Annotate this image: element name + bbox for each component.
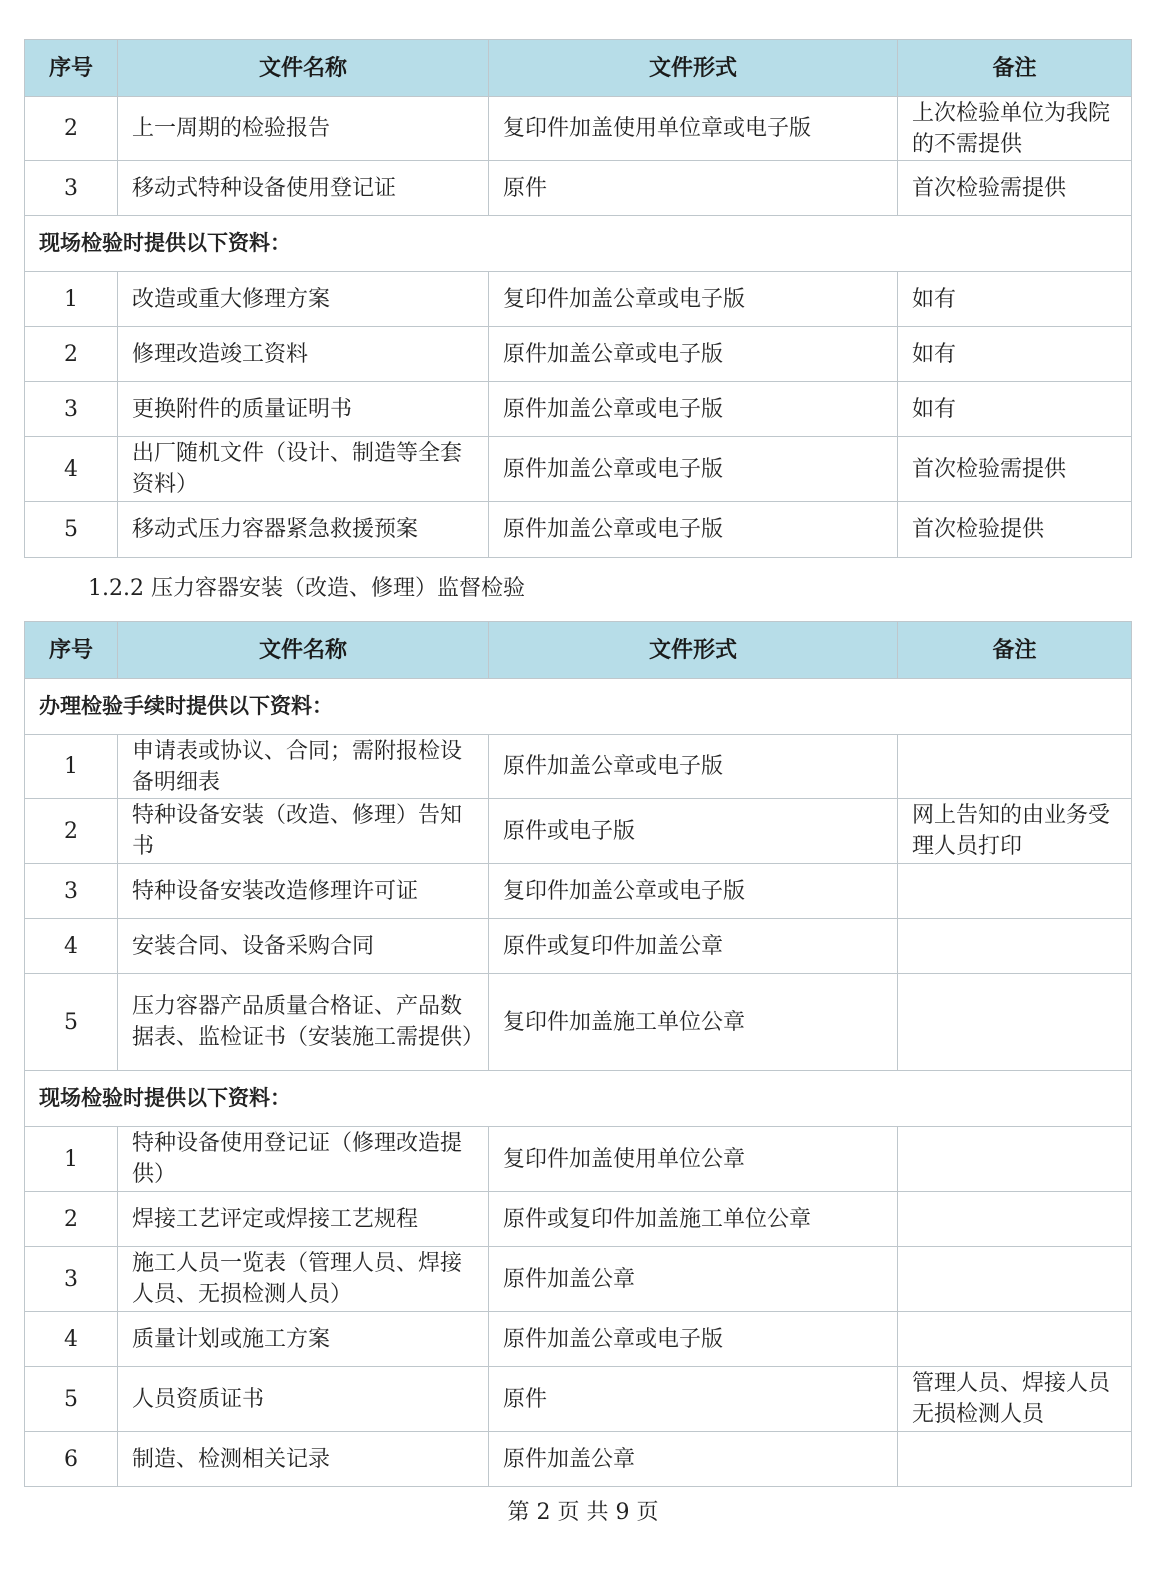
row-form: 原件加盖公章或电子版 xyxy=(489,327,898,382)
row-num: 1 xyxy=(25,735,118,799)
row-note xyxy=(898,1247,1132,1312)
table-row xyxy=(25,1367,1132,1432)
section-row xyxy=(25,679,1132,735)
row-note: 首次检验需提供 xyxy=(898,161,1132,216)
table-row xyxy=(25,799,1132,864)
row-form: 原件或复印件加盖施工单位公章 xyxy=(489,1192,898,1247)
row-num: 1 xyxy=(25,272,118,327)
table-row xyxy=(25,97,1132,161)
row-num: 4 xyxy=(25,437,118,502)
row-note: 如有 xyxy=(898,382,1132,437)
table-row xyxy=(25,1432,1132,1487)
row-note: 首次检验需提供 xyxy=(898,437,1132,502)
row-form: 原件加盖公章或电子版 xyxy=(489,502,898,558)
header-note: 备注 xyxy=(898,40,1132,97)
section-subheading: 1.2.2 压力容器安装（改造、修理）监督检验 xyxy=(88,576,525,601)
table-row xyxy=(25,1312,1132,1367)
row-name: 人员资质证书 xyxy=(118,1367,489,1432)
section-row xyxy=(25,216,1132,272)
row-num: 5 xyxy=(25,1367,118,1432)
row-name: 更换附件的质量证明书 xyxy=(118,382,489,437)
table-row xyxy=(25,1127,1132,1192)
row-note xyxy=(898,919,1132,974)
row-form: 原件加盖公章 xyxy=(489,1247,898,1312)
section-onsite-label: 现场检验时提供以下资料： xyxy=(25,216,1132,272)
requirements-table-1 xyxy=(24,39,1132,558)
section-onsite-label: 现场检验时提供以下资料： xyxy=(25,1071,1132,1127)
row-name: 安装合同、设备采购合同 xyxy=(118,919,489,974)
row-num: 4 xyxy=(25,1312,118,1367)
section-row xyxy=(25,1071,1132,1127)
row-num: 6 xyxy=(25,1432,118,1487)
row-form: 复印件加盖使用单位章或电子版 xyxy=(489,97,898,161)
row-num: 2 xyxy=(25,799,118,864)
row-form: 原件加盖公章或电子版 xyxy=(489,735,898,799)
row-name: 制造、检测相关记录 xyxy=(118,1432,489,1487)
row-name: 移动式压力容器紧急救援预案 xyxy=(118,502,489,558)
row-note xyxy=(898,974,1132,1071)
row-note xyxy=(898,1127,1132,1192)
row-form: 原件 xyxy=(489,161,898,216)
row-name: 上一周期的检验报告 xyxy=(118,97,489,161)
table-row xyxy=(25,382,1132,437)
table-row xyxy=(25,919,1132,974)
row-form: 复印件加盖公章或电子版 xyxy=(489,272,898,327)
row-num: 5 xyxy=(25,502,118,558)
row-note xyxy=(898,1312,1132,1367)
page-footer: 第 2 页 共 9 页 xyxy=(507,1500,659,1525)
row-name: 质量计划或施工方案 xyxy=(118,1312,489,1367)
row-note xyxy=(898,864,1132,919)
table-row xyxy=(25,1192,1132,1247)
table-row xyxy=(25,437,1132,502)
row-name: 特种设备使用登记证（修理改造提供） xyxy=(118,1127,489,1192)
section-apply-label: 办理检验手续时提供以下资料： xyxy=(25,679,1132,735)
table-row xyxy=(25,974,1132,1071)
row-num: 1 xyxy=(25,1127,118,1192)
row-num: 4 xyxy=(25,919,118,974)
row-note xyxy=(898,1192,1132,1247)
row-num: 3 xyxy=(25,161,118,216)
table-row xyxy=(25,735,1132,799)
row-form: 原件加盖公章或电子版 xyxy=(489,1312,898,1367)
header-note: 备注 xyxy=(898,622,1132,679)
row-name: 施工人员一览表（管理人员、焊接人员、无损检测人员） xyxy=(118,1247,489,1312)
header-form: 文件形式 xyxy=(489,622,898,679)
row-name: 特种设备安装（改造、修理）告知书 xyxy=(118,799,489,864)
header-form: 文件形式 xyxy=(489,40,898,97)
row-note: 如有 xyxy=(898,327,1132,382)
row-num: 3 xyxy=(25,1247,118,1312)
row-num: 2 xyxy=(25,1192,118,1247)
header-num: 序号 xyxy=(25,622,118,679)
table-row xyxy=(25,864,1132,919)
row-note: 如有 xyxy=(898,272,1132,327)
header-name: 文件名称 xyxy=(118,622,489,679)
table-row xyxy=(25,161,1132,216)
row-form: 原件加盖公章 xyxy=(489,1432,898,1487)
row-name: 修理改造竣工资料 xyxy=(118,327,489,382)
row-note: 首次检验提供 xyxy=(898,502,1132,558)
row-note xyxy=(898,735,1132,799)
row-form: 原件 xyxy=(489,1367,898,1432)
row-num: 3 xyxy=(25,382,118,437)
row-name: 移动式特种设备使用登记证 xyxy=(118,161,489,216)
table-row xyxy=(25,502,1132,558)
row-note: 上次检验单位为我院的不需提供 xyxy=(898,97,1132,161)
header-name: 文件名称 xyxy=(118,40,489,97)
row-num: 2 xyxy=(25,327,118,382)
row-name: 出厂随机文件（设计、制造等全套资料） xyxy=(118,437,489,502)
header-num: 序号 xyxy=(25,40,118,97)
row-note: 网上告知的由业务受理人员打印 xyxy=(898,799,1132,864)
row-form: 原件加盖公章或电子版 xyxy=(489,437,898,502)
row-form: 复印件加盖使用单位公章 xyxy=(489,1127,898,1192)
table-row xyxy=(25,272,1132,327)
row-form: 原件或电子版 xyxy=(489,799,898,864)
row-num: 3 xyxy=(25,864,118,919)
row-name: 改造或重大修理方案 xyxy=(118,272,489,327)
row-form: 复印件加盖施工单位公章 xyxy=(489,974,898,1071)
row-form: 原件加盖公章或电子版 xyxy=(489,382,898,437)
row-note: 管理人员、焊接人员无损检测人员 xyxy=(898,1367,1132,1432)
table-row xyxy=(25,327,1132,382)
row-name: 特种设备安装改造修理许可证 xyxy=(118,864,489,919)
requirements-table-2 xyxy=(24,621,1132,1487)
row-form: 复印件加盖公章或电子版 xyxy=(489,864,898,919)
row-num: 2 xyxy=(25,97,118,161)
row-note xyxy=(898,1432,1132,1487)
table-header-row xyxy=(25,622,1132,679)
row-form: 原件或复印件加盖公章 xyxy=(489,919,898,974)
table-row xyxy=(25,1247,1132,1312)
row-name: 压力容器产品质量合格证、产品数据表、监检证书（安装施工需提供） xyxy=(118,974,489,1071)
row-name: 焊接工艺评定或焊接工艺规程 xyxy=(118,1192,489,1247)
table-header-row xyxy=(25,40,1132,97)
row-num: 5 xyxy=(25,974,118,1071)
row-name: 申请表或协议、合同；需附报检设备明细表 xyxy=(118,735,489,799)
